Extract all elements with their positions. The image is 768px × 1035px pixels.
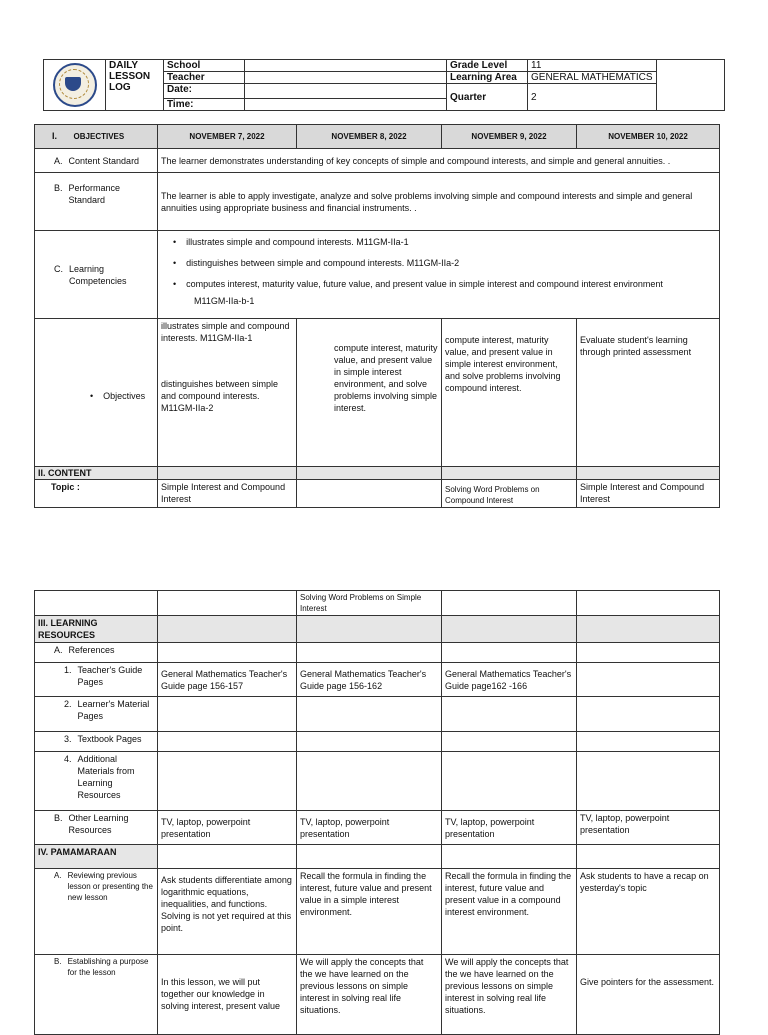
date-value <box>245 84 447 99</box>
objective-day-2: compute interest, maturity value, and present value in simple interest environment, and solve problems involving simple interest. <box>297 319 442 467</box>
objective-day-1: illustrates simple and compound interests. M11GM-IIa-1 distinguishes between simple and compound interests. M11GM-IIa-2 <box>158 319 297 467</box>
topic-day-3: Solving Word Problems on Compound Interest <box>442 480 577 508</box>
content-standard-label: A. Content Standard <box>35 149 158 173</box>
resources-table <box>34 590 720 1035</box>
competency-item: • distinguishes between simple and compound interests. M11GM-IIa-2 <box>173 257 716 269</box>
additional-materials-label: 4. Additional Materials from Learning Resources <box>35 752 158 811</box>
quarter-label: Quarter <box>447 84 528 111</box>
purpose-day-2: We will apply the concepts that the we have learned on the previous lessons on simple interest in solving real life situations. <box>297 955 442 1035</box>
review-day-1: Ask students differentiate among logarithmic equations, inequalities, and functions. Solving is not yet required at this point. <box>158 869 297 955</box>
learning-area-label: Learning Area <box>447 72 528 84</box>
olr-day-3: TV, laptop, powerpoint presentation <box>442 811 577 845</box>
date-label: Date: <box>164 84 245 99</box>
learning-competencies-list <box>158 231 720 319</box>
teacher-value <box>245 72 447 84</box>
competency-code: M11GM-IIa-b-1 <box>194 296 255 306</box>
carry-topic-day-2: Solving Word Problems on Simple Interest <box>297 591 442 616</box>
learning-competencies-label: C. Learning Competencies <box>35 231 158 319</box>
purpose-label: B. Establishing a purpose for the lesson <box>35 955 158 1035</box>
olr-day-2: TV, laptop, powerpoint presentation <box>297 811 442 845</box>
topic-label: Topic : <box>35 480 158 508</box>
header-table <box>43 59 725 111</box>
grade-level-label: Grade Level <box>447 60 528 72</box>
objectives-label: • Objectives <box>35 319 158 467</box>
tg-day-4 <box>577 663 720 697</box>
tg-day-3: General Mathematics Teacher's Guide page162 -166 <box>442 663 577 697</box>
purpose-day-4: Give pointers for the assessment. <box>577 955 720 1035</box>
review-day-4: Ask students to have a recap on yesterday's topic <box>577 869 720 955</box>
header-blank <box>657 60 725 111</box>
deped-seal-cell <box>44 60 106 111</box>
teachers-guide-label: 1. Teacher's Guide Pages <box>35 663 158 697</box>
objectives-table <box>34 124 720 508</box>
school-value <box>245 60 447 72</box>
content-standard-text: The learner demonstrates understanding of key concepts of simple and compound interests, and simple and general annuities. . <box>158 149 720 173</box>
date-col-1: NOVEMBER 7, 2022 <box>158 125 297 149</box>
tg-day-1: General Mathematics Teacher's Guide page 156-157 <box>158 663 297 697</box>
performance-standard-label: B. Performance Standard <box>35 173 158 231</box>
date-col-3: NOVEMBER 9, 2022 <box>442 125 577 149</box>
objective-day-4: Evaluate student's learning through printed assessment <box>577 319 720 467</box>
resources-heading: III. LEARNING RESOURCES <box>35 616 158 643</box>
review-day-3: Recall the formula in finding the interest, future value and present value in a compound interest environment. <box>442 869 577 955</box>
date-col-2: NOVEMBER 8, 2022 <box>297 125 442 149</box>
purpose-day-1: In this lesson, we will put together our knowledge in solving interest, present value <box>158 955 297 1035</box>
topic-day-2 <box>297 480 442 508</box>
dll-title: DAILY LESSON LOG <box>106 60 164 111</box>
other-resources-label: B. Other Learning Resources <box>35 811 158 845</box>
performance-standard-text: The learner is able to apply investigate, analyze and solve problems involving simple and compound interests and simple and general annuities using appropriate business and financial instruments. . <box>158 173 720 231</box>
topic-day-4: Simple Interest and Compound Interest <box>577 480 720 508</box>
competency-item: • computes interest, maturity value, future value, and present value in simple interest and compound interest environment <box>173 278 716 290</box>
deped-seal-logo <box>53 63 97 107</box>
review-day-2: Recall the formula in finding the interest, future value and present value in a simple interest environment. <box>297 869 442 955</box>
date-col-4: NOVEMBER 10, 2022 <box>577 125 720 149</box>
learning-area-value: GENERAL MATHEMATICS <box>528 72 657 84</box>
textbook-pages-label: 3. Textbook Pages <box>35 732 158 752</box>
topic-day-1: Simple Interest and Compound Interest <box>158 480 297 508</box>
tg-day-2: General Mathematics Teacher's Guide page 156-162 <box>297 663 442 697</box>
olr-day-1: TV, laptop, powerpoint presentation <box>158 811 297 845</box>
purpose-day-3: We will apply the concepts that the we have learned on the previous lessons on simple interest in solving real life situations. <box>442 955 577 1035</box>
review-label: A. Reviewing previous lesson or presenting the new lesson <box>35 869 158 955</box>
school-label: School <box>164 60 245 72</box>
teacher-label: Teacher <box>164 72 245 84</box>
olr-day-4: TV, laptop, powerpoint presentation <box>577 811 720 845</box>
grade-level-value: 11 <box>528 60 657 72</box>
references-label: A. References <box>35 643 158 663</box>
competency-item: • illustrates simple and compound interests. M11GM-IIa-1 <box>173 236 716 248</box>
time-label: Time: <box>164 99 245 111</box>
learners-material-label: 2. Learner's Material Pages <box>35 697 158 732</box>
time-value <box>245 99 447 111</box>
objectives-heading: I. OBJECTIVES <box>35 125 158 149</box>
content-heading: II. CONTENT <box>35 467 158 480</box>
objective-day-3: compute interest, maturity value, and present value in simple interest environment, and solve problems involving compound interest. <box>442 319 577 467</box>
quarter-value: 2 <box>528 84 657 111</box>
procedure-heading: IV. PAMAMARAAN <box>35 845 158 869</box>
